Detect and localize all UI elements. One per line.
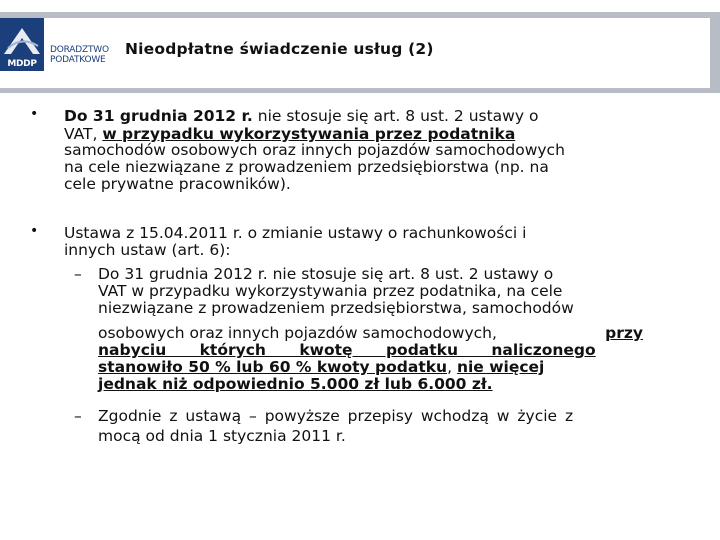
sub-1-emphasis-line: jednak niż odpowiednio 5.000 zł lub 6.000 zł.: [98, 375, 493, 393]
bullet-1-line: [64, 108, 538, 125]
bullet-1-line: na cele niezwiązane z prowadzeniem przedsiębiorstwa (np. na: [64, 158, 549, 176]
header-right-bar: [710, 18, 720, 88]
sub-1-line: VAT w przypadku wykorzystywania przez podatnika, na cele: [98, 282, 563, 300]
sub-1-line4-emphasis: przy: [605, 324, 643, 342]
bullet-2-line1: Ustawa z 15.04.2011 r. o zmianie ustawy o rachunkowości i: [64, 224, 527, 242]
sub-1-line: [98, 325, 643, 342]
dash-icon: –: [74, 407, 82, 425]
bullet-1-line: cele prywatne pracowników).: [64, 175, 291, 193]
dash-icon: –: [74, 265, 82, 283]
sub-1-line6-emphasis: stanowiło 50 % lub 60 % kwoty podatku: [98, 358, 448, 376]
sub-1-line6-emphasis-2: nie więcej: [456, 358, 545, 376]
sub-1-emphasis-line: nabyciu których kwotę podatku naliczonego: [98, 341, 596, 359]
bullet-2-line2: innych ustaw (art. 6):: [64, 241, 231, 259]
bullet-1-line: samochodów osobowych oraz innych pojazdów samochodowych: [64, 141, 565, 159]
logo: [0, 18, 44, 71]
logo-abbreviation: MDDP: [7, 59, 37, 69]
logo-wordmark: [50, 45, 109, 65]
bullet-1-line2-start: VAT,: [64, 125, 103, 143]
sub-2-line: mocą od dnia 1 stycznia 2011 r.: [98, 427, 346, 445]
bullet-1-line2-emphasis: w przypadku wykorzystywania przez podatnika: [102, 125, 516, 143]
slide-header: [0, 18, 720, 88]
bullet-icon: •: [30, 223, 39, 239]
header-bottom-border: [0, 88, 720, 93]
bullet-1-line1-rest: nie stosuje się art. 8 ust. 2 ustawy o: [252, 107, 539, 125]
sub-2-line: Zgodnie z ustawą – powyższe przepisy wchodzą w życie z: [98, 407, 574, 425]
page-title: Nieodpłatne świadczenie usług (2): [125, 40, 434, 58]
bullet-icon: •: [30, 106, 39, 122]
bullet-1-lead: Do 31 grudnia 2012 r.: [64, 107, 253, 125]
logo-line-1: DORADZTWO: [50, 45, 109, 55]
sub-1-line: Do 31 grudnia 2012 r. nie stosuje się art. 8 ust. 2 ustawy o: [98, 265, 554, 283]
sub-1-line: niezwiązane z prowadzeniem przedsiębiorstwa, samochodów: [98, 299, 574, 317]
logo-line-2: PODATKOWE: [50, 55, 106, 65]
sub-1-line: [98, 359, 544, 376]
sub-1-line4-start: osobowych oraz innych pojazdów samochodowych,: [98, 324, 497, 342]
sub-1-line6-separator: ,: [447, 358, 457, 376]
